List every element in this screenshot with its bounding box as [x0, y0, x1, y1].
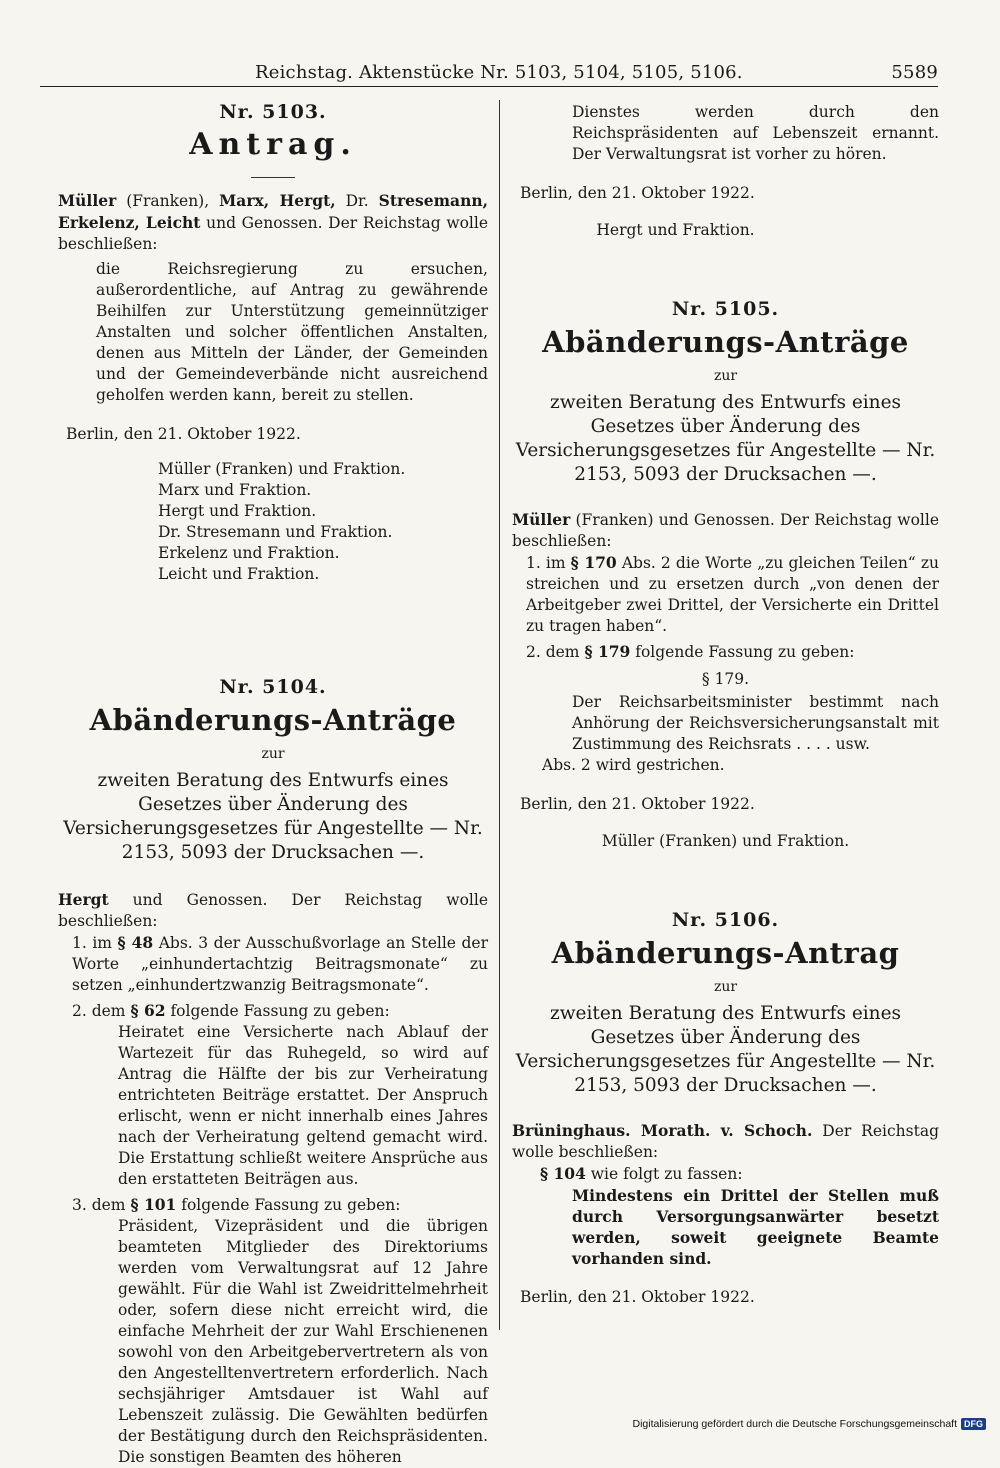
item-text: Abs. 2 die Worte „zu gleichen Teilen“ zu streichen und zu ersetzen durch „von denen der Arbeitgeber zwei Drittel, der Versicherte ein Drittel zu tragen haben“.	[526, 554, 939, 635]
paragraph-ref: § 170	[570, 553, 617, 572]
item-number: 1. im	[72, 934, 118, 952]
mover-text: und Genossen. Der Reichstag wolle beschließen:	[58, 214, 489, 253]
amendment-body: Mindestens ein Drittel der Stellen muß durch Versorgungsanwärter besetzt werden, soweit geeignete Beamte vorhanden sind.	[572, 1186, 939, 1268]
page-header	[40, 56, 938, 87]
movers	[512, 1120, 939, 1163]
amendment-item-2	[526, 641, 939, 663]
item-text: wie folgt zu fassen:	[585, 1165, 743, 1183]
doc-title: Abänderungs-Anträge	[542, 325, 909, 359]
signature: Hergt und Fraktion.	[158, 502, 317, 520]
paragraph-ref: § 179	[584, 642, 631, 661]
signature-list	[158, 459, 488, 585]
movers	[58, 889, 488, 932]
doc-title: Abänderungs-Antrag	[551, 936, 900, 970]
signature: Hergt und Fraktion.	[596, 221, 755, 239]
date-line: Berlin, den 21. Oktober 1922.	[520, 795, 755, 813]
doc-number: Nr. 5103.	[219, 101, 327, 123]
doc-title: Abänderungs-Anträge	[89, 703, 457, 737]
signature: Marx und Fraktion.	[158, 481, 312, 499]
document-5105	[512, 299, 939, 852]
item-text: folgende Fassung zu geben:	[630, 643, 855, 661]
item-number: 3. dem	[72, 1196, 131, 1214]
doc-number: Nr. 5104.	[219, 676, 327, 698]
date-line: Berlin, den 21. Oktober 1922.	[66, 425, 301, 443]
amendment-item-2	[72, 1000, 488, 1022]
zur-label: zur	[713, 368, 738, 384]
amendment-item	[540, 1163, 939, 1185]
left-column	[58, 102, 488, 1468]
column-divider	[499, 100, 500, 1330]
date-line: Berlin, den 21. Oktober 1922.	[520, 184, 755, 202]
mover-name: Müller	[58, 191, 117, 210]
paragraph-ref: § 101	[130, 1195, 177, 1214]
item-number: 1. im	[526, 554, 571, 572]
document-5106	[512, 910, 939, 1308]
document-5104-continued	[512, 102, 939, 241]
short-rule	[251, 177, 295, 178]
item-number: 2. dem	[72, 1002, 131, 1020]
mover-name: Stresemann, Erkelenz, Leicht	[58, 191, 489, 232]
date-line: Berlin, den 21. Oktober 1922.	[520, 1288, 755, 1306]
mover-text: Der Reichstag wolle beschließen:	[512, 1122, 939, 1161]
mover-name: Hergt	[58, 890, 109, 909]
amendment-note: Abs. 2 wird gestrichen.	[542, 756, 725, 774]
amendment-body: Heiratet eine Versicherte nach Ablauf der Wartezeit für das Ruhegeld, so wird auf Antrag die Hälfte der bis zur Verheiratung entrichteten Beiträge erstattet. Der Anspruch erlischt, wenn er nicht innerhalb eines Jahres nach der Verheiratung geltend gemacht wird. Die Erstattung schließt weitere Ansprüche aus den erstatteten Beiträgen aus.	[118, 1023, 488, 1188]
mover-text: (Franken),	[116, 192, 220, 210]
doc-subject: zweiten Beratung des Entwurfs eines Gesetzes über Änderung des Versicherungsgesetzes für Angestellte — Nr. 2153, 5093 der Drucksachen —.	[63, 770, 483, 863]
document-5104	[58, 677, 488, 1468]
signature: Müller (Franken) und Fraktion.	[601, 832, 850, 850]
paragraph-ref: § 48	[117, 933, 154, 952]
doc-subject: zweiten Beratung des Entwurfs eines Gesetzes über Änderung des Versicherungsgesetzes für Angestellte — Nr. 2153, 5093 der Drucksachen —.	[515, 1003, 936, 1096]
paragraph-ref: § 62	[130, 1001, 166, 1020]
page-number: 5589	[891, 62, 938, 83]
mover-name: Müller	[512, 510, 571, 529]
mover-text: (Franken) und Genossen. Der Reichstag wolle beschließen:	[512, 511, 939, 550]
doc-number: Nr. 5106.	[671, 909, 780, 931]
right-column	[512, 102, 939, 1308]
paragraph-ref: § 104	[540, 1164, 586, 1183]
movers	[58, 190, 488, 255]
zur-label: zur	[261, 746, 285, 762]
amendment-item-1	[526, 552, 939, 637]
doc-title: Antrag.	[189, 127, 357, 162]
mover-text: Dr.	[335, 192, 379, 210]
signature: Erkelenz und Fraktion.	[158, 544, 340, 562]
amendment-body: Der Reichsarbeitsminister bestimmt nach Anhörung der Reichsversicherungsanstalt mit Zustimmung des Reichsrats . . . . usw.	[572, 693, 939, 753]
digitization-footer	[632, 1418, 986, 1430]
mover-name: Marx, Hergt,	[219, 191, 336, 210]
footer-text: Digitalisierung gefördert durch die Deutsche Forschungsgemeinschaft	[632, 1418, 957, 1430]
signature: Dr. Stresemann und Fraktion.	[158, 523, 393, 541]
dfg-logo-icon: DFG	[961, 1418, 986, 1430]
item-text: folgende Fassung zu geben:	[165, 1002, 390, 1020]
motion-body: die Reichsregierung zu ersuchen, außerordentliche, auf Antrag zu gewährende Beihilfen zur Unterstützung gemeinnütziger Anstalten und solcher öffentlichen Anstalten, denen aus Mitteln der Länder, der Gemeinden und der Gemeindeverbände nicht ausreichend geholfen werden kann, bereit zu stellen.	[96, 260, 488, 404]
movers	[512, 509, 939, 552]
item-number: 2. dem	[526, 643, 585, 661]
document-5103	[58, 102, 488, 585]
amendment-item-3	[72, 1194, 488, 1216]
amendment-body-continued: Dienstes werden durch den Reichspräsidenten auf Lebenszeit ernannt. Der Verwaltungsrat ist vorher zu hören.	[572, 103, 939, 163]
doc-number: Nr. 5105.	[671, 298, 780, 320]
signature: Müller (Franken) und Fraktion.	[158, 460, 406, 478]
item-text: Abs. 3 der Ausschußvorlage an Stelle der Worte „einhundertachtzig Beitragsmonate“ zu setzen „einhundertzwanzig Beitragsmonate“.	[72, 934, 488, 994]
running-title: Reichstag. Aktenstücke Nr. 5103, 5104, 5105, 5106.	[255, 62, 743, 83]
paragraph-heading: § 179.	[701, 670, 750, 688]
mover-text: und Genossen. Der Reichstag wolle beschließen:	[58, 891, 488, 930]
signature: Leicht und Fraktion.	[158, 565, 320, 583]
item-text: folgende Fassung zu geben:	[176, 1196, 401, 1214]
mover-name: Brüninghaus. Morath. v. Schoch.	[512, 1121, 813, 1140]
amendment-item-1	[72, 932, 488, 996]
amendment-body: Präsident, Vizepräsident und die übrigen beamteten Mitglieder des Direktoriums werden vom Verwaltungsrat auf 12 Jahre gewählt. Für die Wahl ist Zweidrittelmehrheit oder, sofern diese nicht erreicht wird, die einfache Mehrheit der zur Wahl Erschienenen sowohl von den Arbeitgebervertretern als von den Angestelltenvertretern erforderlich. Nach sechsjähriger Amtsdauer ist Wahl auf Lebenszeit zulässig. Die Gewählten bedürfen der Bestätigung durch den Reichspräsidenten. Die sonstigen Beamten des höheren	[118, 1217, 488, 1466]
doc-subject: zweiten Beratung des Entwurfs eines Gesetzes über Änderung des Versicherungsgesetzes für Angestellte — Nr. 2153, 5093 der Drucksachen —.	[515, 392, 936, 485]
zur-label: zur	[713, 979, 738, 995]
